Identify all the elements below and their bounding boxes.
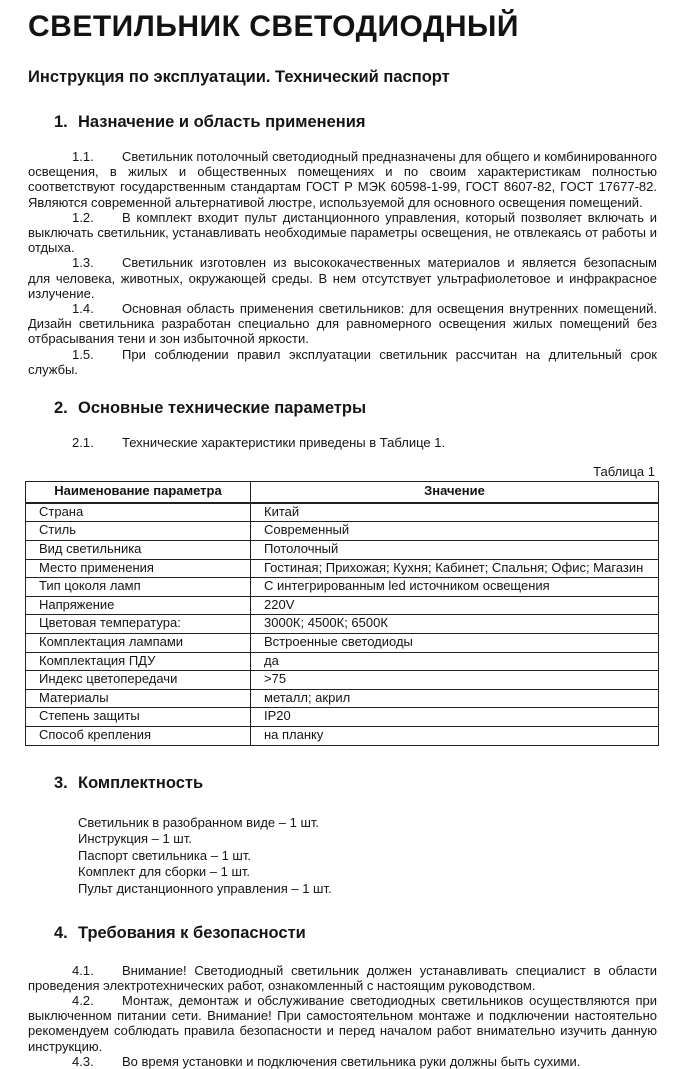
paragraph-1-5: [28, 347, 657, 377]
table-caption: Таблица 1: [593, 464, 655, 480]
param-cell: Цветовая температура:: [26, 615, 251, 634]
paragraph-text: Внимание! Светодиодный светильник должен устанавливать специалист в области проведения электротехнических работ, ознакомленный с настоящим руководством.: [28, 962, 657, 993]
section-technical-parameters: [28, 399, 657, 746]
section-1-number: 1.: [54, 113, 68, 131]
paragraph-text: В комплект входит пульт дистанционного управления, который позволяет включать и выключать светильник, устанавливать необходимые параметры освещения, не отвлекаясь от работы и отдыха.: [28, 209, 657, 256]
paragraph-text: Технические характеристики приведены в Таблице 1.: [122, 435, 446, 451]
param-cell: Напряжение: [26, 596, 251, 615]
param-cell: Вид светильника: [26, 541, 251, 560]
value-cell: Встроенные светодиоды: [251, 634, 659, 653]
paragraph-text: При соблюдении правил эксплуатации светильник рассчитан на длительный срок службы.: [28, 346, 657, 377]
table-row: [26, 541, 659, 560]
value-cell: да: [251, 652, 659, 671]
list-item: Паспорт светильника – 1 шт.: [78, 847, 251, 863]
value-cell: на планку: [251, 726, 659, 745]
section-4-heading: [28, 924, 657, 943]
param-cell: Тип цоколя ламп: [26, 578, 251, 597]
paragraph-number: 4.1.: [72, 962, 94, 978]
column-header-parameter: Наименование параметра: [26, 482, 251, 503]
paragraph-text: Основная область применения светильников: для освещения внутренних помещений. Дизайн светильника разработан специально для равномерного освещения жилых помещений без отбрасывания тени и зон избыточной яркости.: [28, 301, 657, 347]
paragraph-number: 1.5.: [72, 346, 94, 362]
param-cell: Страна: [26, 503, 251, 522]
table-row: [26, 615, 659, 634]
paragraph-4-1: [28, 963, 657, 993]
paragraph-number: 1.1.: [72, 149, 94, 164]
list-item: Инструкция – 1 шт.: [78, 831, 192, 847]
paragraph-1-3: [28, 255, 657, 301]
section-3-title: Комплектность: [78, 773, 204, 792]
param-cell: Индекс цветопередачи: [26, 671, 251, 690]
section-1-title: Назначение и область применения: [78, 113, 366, 131]
section-1-heading: [28, 113, 657, 132]
list-item: Светильник в разобранном виде – 1 шт.: [78, 814, 320, 830]
table-row: [26, 559, 659, 578]
paragraph-number: 1.4.: [72, 301, 94, 317]
table-row: [26, 652, 659, 671]
paragraph-4-2: [28, 993, 657, 1054]
section-safety-requirements: [28, 924, 657, 1069]
section-3-number: 3.: [54, 773, 68, 792]
value-cell: 220V: [251, 596, 659, 615]
table-row: [26, 708, 659, 727]
param-cell: Способ крепления: [26, 726, 251, 745]
paragraph-number: 1.2.: [72, 209, 94, 225]
value-cell: Китай: [251, 503, 659, 522]
paragraph-number: 2.1.: [72, 435, 94, 451]
table-row: [26, 503, 659, 522]
value-cell: Гостиная; Прихожая; Кухня; Кабинет; Спальня; Офис; Магазин: [251, 559, 659, 578]
table-row: [26, 689, 659, 708]
section-4-title: Требования к безопасности: [78, 923, 306, 942]
parameters-table: [25, 481, 659, 745]
table-row: [26, 671, 659, 690]
page-subtitle: Инструкция по эксплуатации. Технический паспорт: [28, 68, 450, 86]
value-cell: Потолочный: [251, 541, 659, 560]
section-3-heading: [28, 774, 657, 793]
value-cell: IP20: [251, 708, 659, 727]
kit-contents-list: [78, 815, 657, 898]
page-title: СВЕТИЛЬНИК СВЕТОДИОДНЫЙ: [28, 10, 519, 43]
section-completeness: [28, 774, 657, 898]
param-cell: Комплектация лампами: [26, 634, 251, 653]
value-cell: Современный: [251, 522, 659, 541]
table-row: [26, 596, 659, 615]
paragraph-text: Светильник изготовлен из высококачественных материалов и является безопасным для человека, животных, окружающей среды. В нем отсутствует ультрафиолетовое и инфракрасное излучение.: [28, 255, 657, 301]
table-row: [26, 634, 659, 653]
paragraph-text: Монтаж, демонтаж и обслуживание светодиодных светильников осуществляются при выключенном питании сети. Внимание! При самостоятельном монтаже и подключении настоятельно рекомендуем соблюдать правила безопасности и перед началом работ внимательно изучить данную инструкцию.: [28, 992, 657, 1054]
value-cell: 3000К; 4500К; 6500К: [251, 615, 659, 634]
table-row: [26, 578, 659, 597]
paragraph-1-1: [28, 149, 657, 210]
param-cell: Комплектация ПДУ: [26, 652, 251, 671]
paragraph-1-4: [28, 301, 657, 347]
paragraph-number: 1.3.: [72, 255, 94, 271]
paragraph-text: Во время установки и подключения светильника руки должны быть сухими.: [122, 1053, 581, 1069]
param-cell: Место применения: [26, 559, 251, 578]
paragraph-1-2: [28, 210, 657, 256]
table-row: [26, 726, 659, 745]
list-item: Комплект для сборки – 1 шт.: [78, 864, 251, 880]
section-purpose: [28, 113, 657, 377]
section-2-heading: [28, 399, 657, 418]
value-cell: металл; акрил: [251, 689, 659, 708]
value-cell: >75: [251, 671, 659, 690]
value-cell: С интегрированным led источником освещения: [251, 578, 659, 597]
paragraph-4-3: [28, 1054, 657, 1069]
column-header-value: Значение: [251, 482, 659, 503]
section-2-number: 2.: [54, 399, 68, 418]
list-item: Пульт дистанционного управления – 1 шт.: [78, 880, 332, 896]
paragraph-text: Светильник потолочный светодиодный предназначены для общего и комбинированного освещения, в жилых и общественных помещениях и по своим характеристикам полностью соответствуют государственным стандартам ГОСТ Р МЭК 60598-1-99, ГОСТ 8607-82, ГОСТ 17677-82. Являются современной альтернативой люстре, используемой для основного освещения помещений.: [28, 149, 657, 210]
table-row: [26, 522, 659, 541]
table-header-row: [26, 482, 659, 503]
param-cell: Степень защиты: [26, 708, 251, 727]
param-cell: Стиль: [26, 522, 251, 541]
section-2-title: Основные технические параметры: [78, 399, 367, 418]
section-4-number: 4.: [54, 923, 68, 942]
param-cell: Материалы: [26, 689, 251, 708]
paragraph-2-1: [28, 435, 657, 450]
paragraph-number: 4.3.: [72, 1053, 94, 1069]
paragraph-number: 4.2.: [72, 992, 94, 1008]
